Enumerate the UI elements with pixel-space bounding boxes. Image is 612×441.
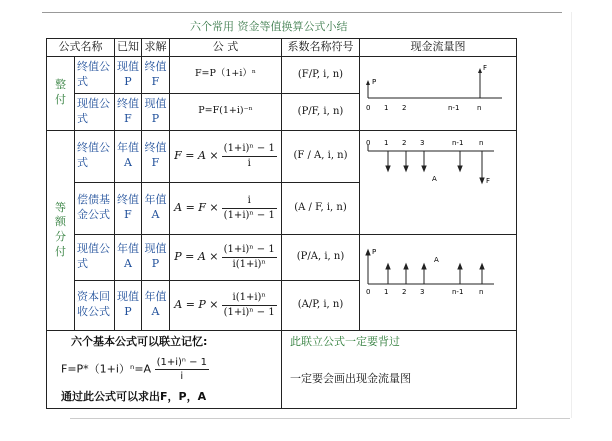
row-solve: 终值F [142,130,170,182]
table-row [47,130,517,182]
top-rule [42,12,562,13]
category-single: 整 付 [47,56,75,130]
summary-formula: F=P*（1+i）ⁿ=A $\frac{\text{(1+i)ⁿ − 1}}{i}$ [61,356,207,383]
header-known: 已知 [115,39,142,57]
table-row [47,56,517,93]
row-formula: F = A × $\frac{\text{(1+i)ⁿ − 1}}{i}$ [170,130,282,182]
cashflow-diagram-annuity-p [360,234,517,330]
row-known: 年值A [115,234,142,280]
label-F: F [486,176,491,185]
row-symbol: (F / A, i, n) [282,130,360,182]
svg-text:0: 0 [366,138,371,147]
svg-text:3: 3 [420,138,425,147]
row-name: 偿债基金公式 [75,182,115,234]
svg-text:2: 2 [402,138,407,147]
summary-row [47,330,517,409]
summary-heading: 六个基本公式可以联立记忆: [71,334,208,348]
label-A: A [432,174,437,183]
summary-right-heading: 此联立公式一定要背过 [290,334,400,348]
svg-text:2: 2 [402,287,407,296]
svg-text:2: 2 [402,103,407,112]
cashflow-diagram-1 [362,58,512,124]
summary-right [282,330,517,409]
header-symbol: 系数名称符号 [282,39,360,57]
svg-text:n: n [479,138,484,147]
row-solve: 终值F [142,56,170,93]
header-solve: 求解 [142,39,170,57]
summary-left [47,330,282,409]
svg-text:3: 3 [420,287,425,296]
svg-text:n-1: n-1 [452,138,464,147]
row-name: 资本回收公式 [75,280,115,330]
header-row [47,39,517,57]
header-formula: 公 式 [170,39,282,57]
row-known: 终值F [115,182,142,234]
summary-footer: 通过此公式可以求出F，P，A [61,389,207,403]
svg-text:n: n [479,287,484,296]
summary-right-text: 一定要会画出现金流量图 [290,371,411,385]
header-diagram: 现金流量图 [360,39,517,57]
row-name: 现值公式 [75,93,115,130]
row-formula: A = F × $\frac{i}{\text{(1+i)ⁿ − 1}}$ [170,182,282,234]
row-symbol: (A / F, i, n) [282,182,360,234]
svg-text:n-1: n-1 [452,287,464,296]
row-known: 现值P [115,56,142,93]
cashflow-diagram-3 [362,240,512,320]
document-title: 六个常用 资金等值换算公式小结 [190,20,348,33]
row-solve: 年值A [142,280,170,330]
row-solve: 现值P [142,234,170,280]
svg-text:1: 1 [384,287,389,296]
svg-text:1: 1 [384,138,389,147]
row-name: 现值公式 [75,234,115,280]
svg-text:0: 0 [366,287,371,296]
label-A: A [434,255,439,264]
row-formula: A = P × $\frac{\text{i(1+i)ⁿ}}{\text{(1+i)ⁿ − 1}}$ [170,280,282,330]
bottom-rule [70,418,570,419]
row-solve: 现值P [142,93,170,130]
row-formula: P=F(1+i)⁻ⁿ [170,93,282,130]
row-symbol: (F/P, i, n) [282,56,360,93]
svg-text:0: 0 [366,103,371,112]
row-symbol: (P/F, i, n) [282,93,360,130]
label-P: P [372,77,377,86]
cashflow-diagram-2 [362,135,512,225]
header-name: 公式名称 [47,39,115,57]
row-known: 终值F [115,93,142,130]
row-solve: 年值A [142,182,170,234]
row-formula: F=P（1+i）ⁿ [170,56,282,93]
row-symbol: (P/A, i, n) [282,234,360,280]
svg-text:1: 1 [384,103,389,112]
right-rule [571,12,572,418]
label-P: P [372,247,377,256]
row-name: 终值公式 [75,130,115,182]
table-row [47,234,517,280]
cashflow-diagram-single [360,56,517,130]
cashflow-diagram-annuity-f [360,130,517,234]
svg-text:n: n [477,103,482,112]
row-known: 年值A [115,130,142,182]
row-name: 终值公式 [75,56,115,93]
svg-text:n-1: n-1 [448,103,460,112]
row-known: 现值P [115,280,142,330]
formula-table [46,38,517,409]
category-annuity: 等 额 分 付 [47,130,75,330]
label-F: F [483,63,488,72]
row-formula: P = A × $\frac{\text{(1+i)ⁿ − 1}}{\text{i(1+i)ⁿ}}$ [170,234,282,280]
row-symbol: (A/P, i, n) [282,280,360,330]
